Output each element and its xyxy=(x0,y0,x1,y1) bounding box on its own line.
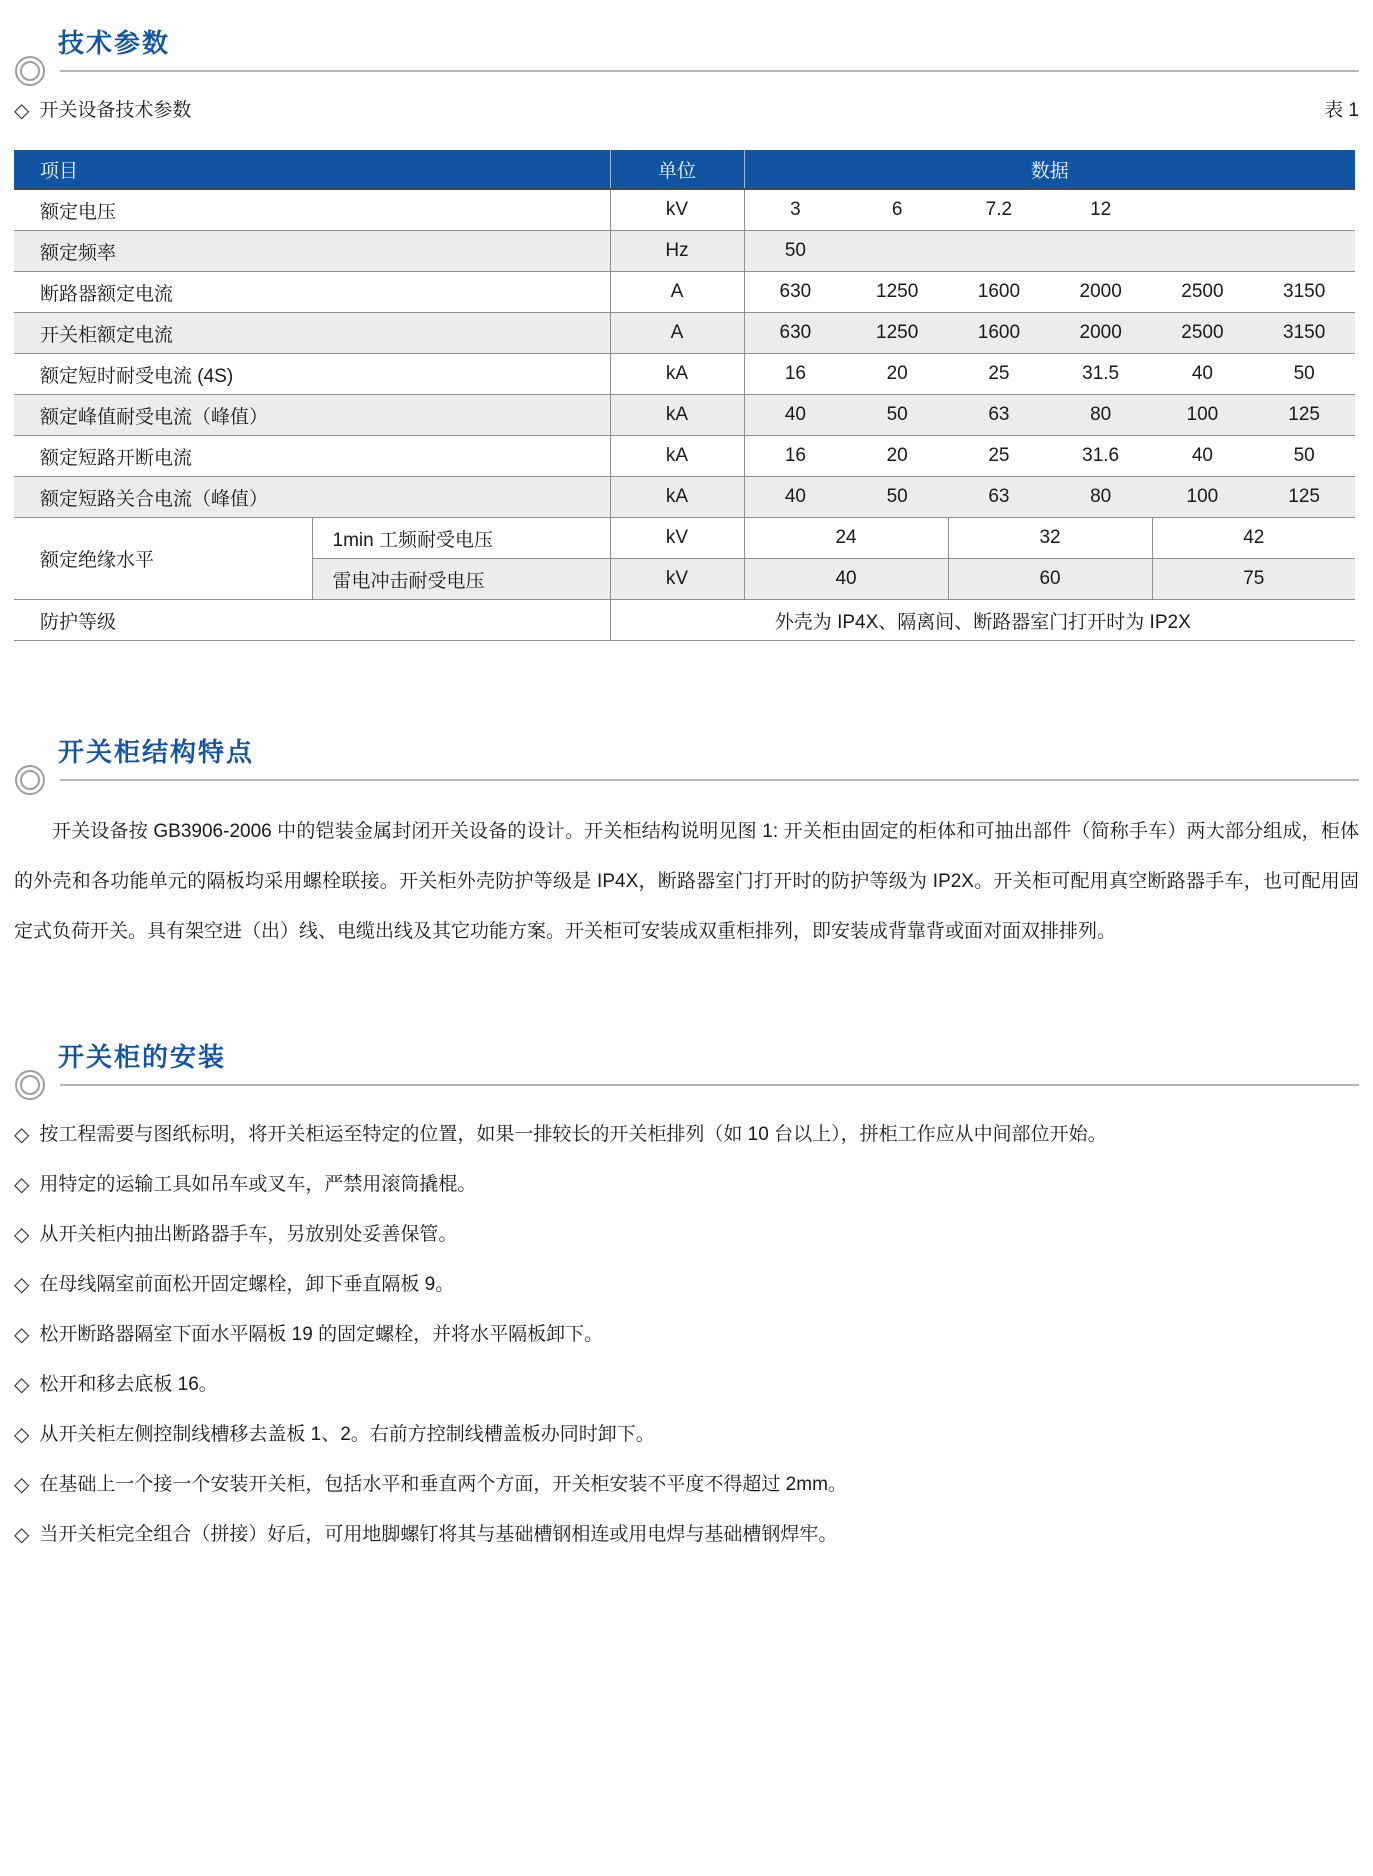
value-cell: 630 xyxy=(779,281,812,302)
value-cell: 75 xyxy=(1152,559,1355,600)
section-header-installation xyxy=(14,1042,1359,1112)
unit-cell: kA xyxy=(610,395,744,436)
value-cell: 20 xyxy=(886,445,908,466)
list-item xyxy=(14,1472,1359,1498)
unit-cell: kA xyxy=(610,354,744,395)
sub-row-label: 1min 工频耐受电压 xyxy=(312,518,610,559)
value-cell: 3150 xyxy=(1283,281,1326,302)
list-item-text: 松开断路器隔室下面水平隔板 19 的固定螺栓，并将水平隔板卸下。 xyxy=(39,1324,604,1345)
table-row xyxy=(14,189,1355,231)
value-cell: 31.5 xyxy=(1082,363,1120,384)
list-item xyxy=(14,1372,1359,1398)
value-cell: 1600 xyxy=(977,281,1021,302)
diamond-icon: ◇ xyxy=(14,1274,30,1296)
values-cell xyxy=(744,189,1355,231)
section-ornament-ring-icon xyxy=(15,1070,45,1100)
value-cell: 42 xyxy=(1152,518,1355,559)
list-item-text: 在基础上一个接一个安装开关柜，包括水平和垂直两个方面，开关柜安装不平度不得超过 2mm。 xyxy=(39,1474,847,1495)
value-cell: 80 xyxy=(1090,404,1112,425)
value-cell: 1600 xyxy=(977,322,1021,343)
value-cell: 1250 xyxy=(876,281,919,302)
value-cell: 2000 xyxy=(1079,281,1122,302)
value-cell xyxy=(948,240,1050,262)
values-cell xyxy=(744,313,1355,354)
list-item xyxy=(14,1422,1359,1448)
value-cell: 50 xyxy=(1293,363,1315,384)
list-item xyxy=(14,1222,1359,1248)
value-cell: 2500 xyxy=(1181,281,1224,302)
value-cell: 7.2 xyxy=(985,199,1013,220)
row-label: 额定峰值耐受电流（峰值） xyxy=(14,395,610,436)
value-cell: 50 xyxy=(886,404,908,425)
diamond-icon: ◇ xyxy=(14,1124,30,1146)
list-item-text: 用特定的运输工具如吊车或叉车，严禁用滚筒撬棍。 xyxy=(39,1174,477,1195)
row-label: 额定短时耐受电流 (4S) xyxy=(14,354,610,395)
value-cell: 3150 xyxy=(1283,322,1326,343)
list-item-text: 在母线隔室前面松开固定螺栓，卸下垂直隔板 9。 xyxy=(39,1274,455,1295)
table-row xyxy=(14,477,1355,518)
value-cell: 50 xyxy=(784,240,806,261)
unit-cell: kV xyxy=(610,518,744,559)
list-item-text: 当开关柜完全组合（拼接）好后，可用地脚螺钉将其与基础槽钢相连或用电焊与基础槽钢焊牢。 xyxy=(39,1524,838,1545)
value-cell xyxy=(1152,240,1254,262)
table-row xyxy=(14,600,1355,641)
table-row xyxy=(14,436,1355,477)
value-cell: 2500 xyxy=(1181,322,1224,343)
diamond-icon: ◇ xyxy=(14,1374,30,1396)
unit-cell: kA xyxy=(610,436,744,477)
unit-cell: Hz xyxy=(610,231,744,272)
table-subtitle xyxy=(14,98,191,124)
values-cell xyxy=(744,477,1355,518)
value-cell: 60 xyxy=(948,559,1152,600)
row-label: 额定电压 xyxy=(14,189,610,231)
column-header-data: 数据 xyxy=(744,150,1355,189)
value-cell: 125 xyxy=(1288,486,1320,507)
table-caption-row xyxy=(14,98,1359,124)
list-item xyxy=(14,1172,1359,1198)
diamond-icon: ◇ xyxy=(14,1474,30,1496)
values-cell xyxy=(744,354,1355,395)
row-label: 额定频率 xyxy=(14,231,610,272)
column-header-unit: 单位 xyxy=(610,150,744,189)
section-title: 开关柜的安装 xyxy=(58,1042,227,1072)
list-item xyxy=(14,1272,1359,1298)
values-cell xyxy=(744,231,1355,272)
section-title: 技术参数 xyxy=(58,28,171,58)
protection-grade-value: 外壳为 IP4X、隔离间、断路器室门打开时为 IP2X xyxy=(610,600,1355,641)
values-cell xyxy=(744,436,1355,477)
diamond-icon: ◇ xyxy=(14,100,30,122)
table-row xyxy=(14,231,1355,272)
value-cell xyxy=(1253,240,1355,262)
installation-steps-list xyxy=(14,1122,1359,1548)
unit-cell: kV xyxy=(610,559,744,600)
diamond-icon: ◇ xyxy=(14,1174,30,1196)
value-cell xyxy=(1152,199,1254,221)
value-cell: 3 xyxy=(790,199,801,220)
value-cell: 630 xyxy=(779,322,812,343)
value-cell: 32 xyxy=(948,518,1152,559)
value-cell: 100 xyxy=(1186,486,1219,507)
value-cell: 31.6 xyxy=(1082,445,1120,466)
sub-row-label: 雷电冲击耐受电压 xyxy=(312,559,610,600)
technical-parameters-table xyxy=(14,150,1355,641)
table-header-row xyxy=(14,150,1355,189)
section-ornament-ring-icon xyxy=(15,56,45,86)
row-label: 开关柜额定电流 xyxy=(14,313,610,354)
value-cell: 12 xyxy=(1090,199,1112,220)
value-cell: 25 xyxy=(988,445,1010,466)
row-label: 额定短路开断电流 xyxy=(14,436,610,477)
value-cell: 63 xyxy=(988,404,1010,425)
section-divider-line xyxy=(60,1084,1359,1086)
list-item xyxy=(14,1322,1359,1348)
table-row xyxy=(14,272,1355,313)
table-row xyxy=(14,313,1355,354)
value-cell: 6 xyxy=(891,199,903,220)
section-divider-line xyxy=(60,779,1359,781)
table-row xyxy=(14,518,1355,559)
unit-cell: A xyxy=(610,272,744,313)
value-cell: 40 xyxy=(784,404,806,425)
unit-cell: kA xyxy=(610,477,744,518)
values-cell xyxy=(744,272,1355,313)
unit-cell: kV xyxy=(610,189,744,231)
list-item-text: 从开关柜内抽出断路器手车，另放别处妥善保管。 xyxy=(39,1224,458,1245)
catalog-page xyxy=(0,28,1373,1876)
value-cell: 20 xyxy=(886,363,908,384)
subtitle-text: 开关设备技术参数 xyxy=(39,100,192,121)
structure-paragraph: 开关设备按 GB3906-2006 中的铠装金属封闭开关设备的设计。开关柜结构说明见图 1: 开关柜由固定的柜体和可抽出部件（简称手车）两大部分组成，柜体的外壳和各功能单元的隔板均采用螺栓联接。开关柜外壳防护等级是 IP4X，断路器室门打开时的防护等级为 IP2X。开关柜可配用真空断路器手车，也可配用固定式负荷开关。具有架空进（出）线、电缆出线及其它功能方案。开关柜可安装成双重柜排列，即安装成背靠背或面对面双排排列。 xyxy=(14,821,1359,942)
value-cell: 16 xyxy=(784,445,806,466)
value-cell: 100 xyxy=(1186,404,1219,425)
value-cell: 16 xyxy=(784,363,806,384)
value-cell: 63 xyxy=(988,486,1010,507)
row-label: 防护等级 xyxy=(14,600,610,641)
section-header-tech-params xyxy=(14,28,1359,98)
list-item xyxy=(14,1522,1359,1548)
column-header-item: 项目 xyxy=(14,150,610,189)
table-row xyxy=(14,354,1355,395)
value-cell: 25 xyxy=(988,363,1010,384)
list-item-text: 松开和移去底板 16。 xyxy=(39,1374,218,1395)
value-cell: 40 xyxy=(1191,445,1213,466)
value-cell: 80 xyxy=(1090,486,1112,507)
section-divider-line xyxy=(60,70,1359,72)
value-cell: 40 xyxy=(744,559,948,600)
diamond-icon: ◇ xyxy=(14,1424,30,1446)
value-cell xyxy=(1253,199,1355,221)
list-item-text: 从开关柜左侧控制线槽移去盖板 1、2。右前方控制线槽盖板办同时卸下。 xyxy=(39,1424,655,1445)
value-cell: 40 xyxy=(784,486,806,507)
section-title: 开关柜结构特点 xyxy=(58,737,255,767)
unit-cell: A xyxy=(610,313,744,354)
value-cell xyxy=(1050,240,1152,262)
value-cell: 40 xyxy=(1191,363,1213,384)
value-cell: 24 xyxy=(744,518,948,559)
value-cell: 50 xyxy=(1293,445,1315,466)
list-item xyxy=(14,1122,1359,1148)
section-ornament-ring-icon xyxy=(15,765,45,795)
row-label: 断路器额定电流 xyxy=(14,272,610,313)
diamond-icon: ◇ xyxy=(14,1224,30,1246)
table-row xyxy=(14,395,1355,436)
table-label: 表 1 xyxy=(1324,100,1359,121)
group-label-insulation: 额定绝缘水平 xyxy=(14,518,312,600)
value-cell: 2000 xyxy=(1079,322,1122,343)
value-cell: 125 xyxy=(1288,404,1320,425)
value-cell: 50 xyxy=(886,486,908,507)
values-cell xyxy=(744,395,1355,436)
value-cell xyxy=(846,240,948,262)
diamond-icon: ◇ xyxy=(14,1524,30,1546)
value-cell: 1250 xyxy=(876,322,919,343)
section-header-structure xyxy=(14,737,1359,807)
list-item-text: 按工程需要与图纸标明，将开关柜运至特定的位置，如果一排较长的开关柜排列（如 10 台以上），拼柜工作应从中间部位开始。 xyxy=(39,1124,1107,1145)
diamond-icon: ◇ xyxy=(14,1324,30,1346)
row-label: 额定短路关合电流（峰值） xyxy=(14,477,610,518)
